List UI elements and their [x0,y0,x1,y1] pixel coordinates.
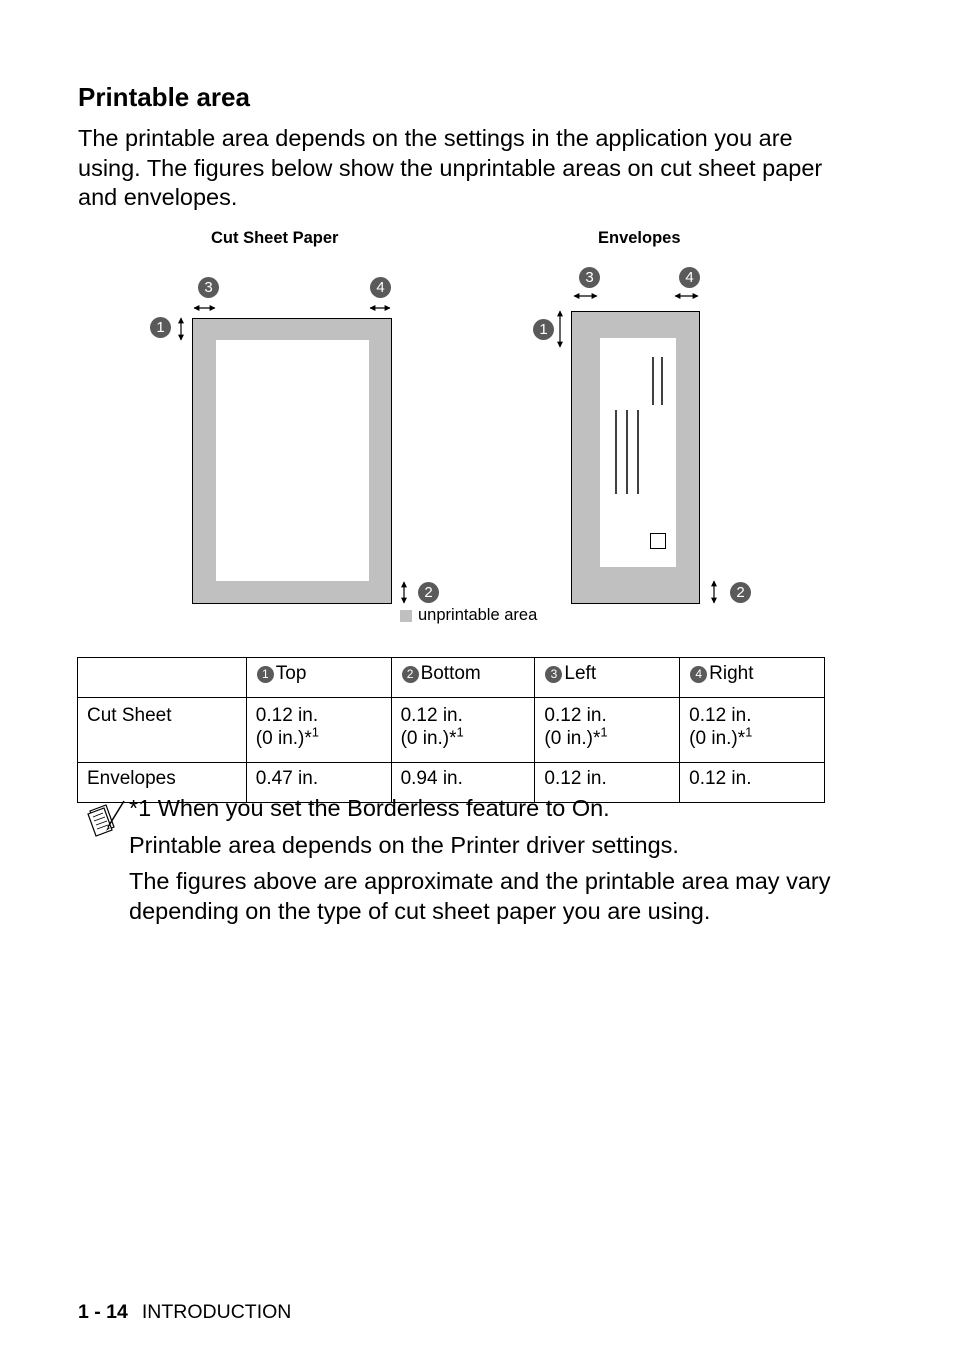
section-heading: Printable area [78,82,250,112]
table-cell: 0.12 in. (0 in.)*$^1$ [535,698,680,763]
legend [400,606,537,625]
header-cell-left: 3 Left [535,658,680,698]
cut-sheet-label: Cut Sheet Paper [211,229,339,247]
table-row [78,698,825,763]
row-label: Envelopes [78,763,247,803]
header-cell-right: 4 Right [680,658,825,698]
table-cell: 0.12 in. (0 in.)*$^1$ [391,698,535,763]
table-header-row [78,658,825,698]
margin-table [77,657,825,803]
table-cell: 0.94 in. [391,763,535,803]
marker-right-icon: 4 [370,277,391,298]
page-footer [78,1301,291,1324]
table-cell: 0.12 in. (0 in.)*$^1$ [246,698,391,763]
printable-area-figure [0,0,954,640]
legend-swatch-icon [400,610,412,622]
intro-paragraph: The printable area depends on the settings in the application you are using. The figures below show the unprintable areas on cut sheet paper and envelopes. [78,125,823,210]
header-cell-empty [78,658,247,698]
header-cell-bottom: 2 Bottom [391,658,535,698]
marker-left-icon: 3 [198,277,219,298]
envelopes-label: Envelopes [598,229,681,247]
top-marker-icon: 1 [257,666,274,683]
row-label: Cut Sheet [78,698,247,763]
envelope-diagram [560,296,714,604]
bottom-marker-icon: 2 [402,666,419,683]
legend-text: unprintable area [418,606,538,624]
left-marker-icon: 3 [545,666,562,683]
note-pad-icon [84,797,126,841]
note-line-3: The figures above are approximate and the printable area may vary depending on the type of cut sheet paper you are using. [129,868,831,924]
table-cell: 0.47 in. [246,763,391,803]
table-cell: 0.12 in. [535,763,680,803]
env-marker-top-icon: 1 [533,319,554,340]
note-line-2: Printable area depends on the Printer driver settings. [129,832,679,858]
page-number: 1 - 14 [78,1301,128,1323]
env-marker-left-icon: 3 [579,267,600,288]
right-marker-icon: 4 [690,666,707,683]
env-marker-right-icon: 4 [679,267,700,288]
section-name: INTRODUCTION [141,1301,292,1323]
table-cell: 0.12 in. [680,763,825,803]
marker-bottom-icon: 2 [418,582,439,603]
table-cell: 0.12 in. (0 in.)*$^1$ [680,698,825,763]
env-marker-bottom-icon: 2 [730,582,751,603]
cut-sheet-diagram [181,308,404,604]
header-cell-top: 1 Top [246,658,391,698]
marker-top-icon: 1 [150,317,171,338]
note-line-1: *1 When you set the Borderless feature to On. [129,795,610,821]
